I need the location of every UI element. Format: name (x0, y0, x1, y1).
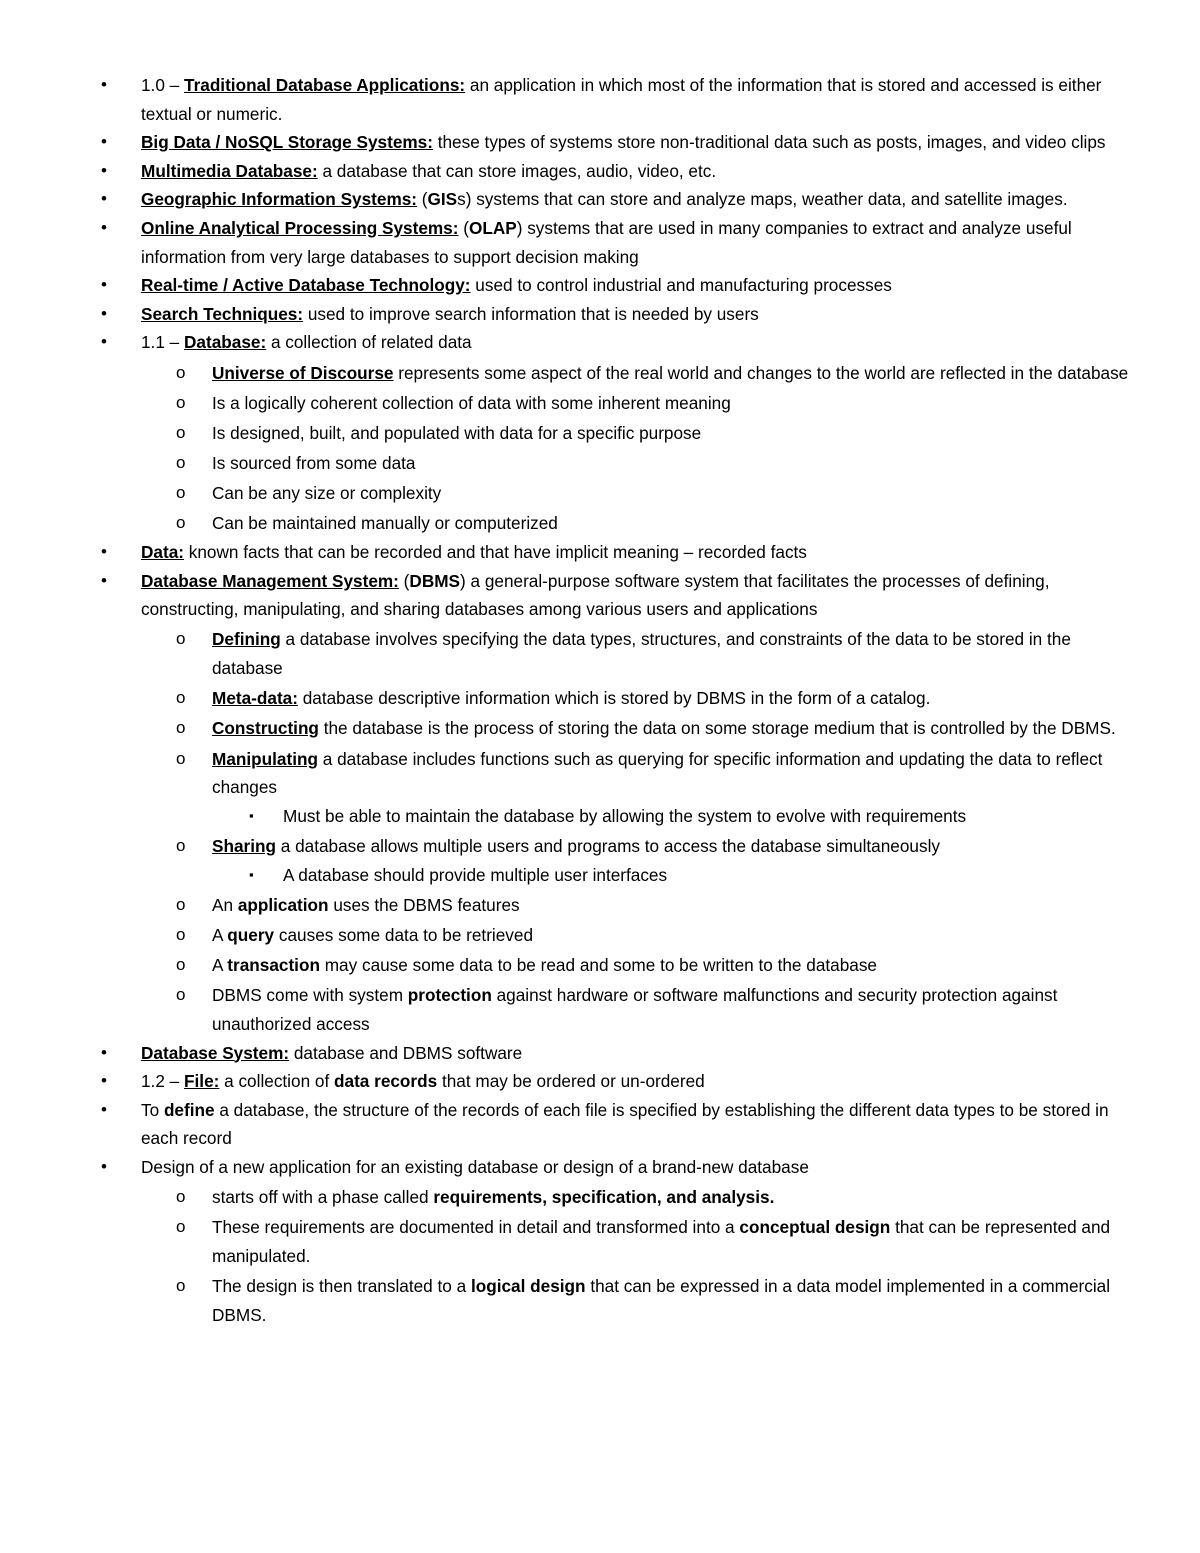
item-text (283, 865, 667, 885)
hollow-bullet-icon: o (176, 422, 186, 442)
hollow-bullet-icon: o (176, 985, 186, 1005)
text-run: represents some aspect of the real world and changes to the world are reflected in the database (393, 362, 1129, 383)
text-run: a collection of related data (266, 332, 472, 353)
text-run: used to improve search information that is needed by users (303, 303, 759, 324)
text-run: the database is the process of storing the data on some storage medium that is controlled by the DBMS. (318, 718, 1116, 739)
sub-list-item (0, 951, 1200, 980)
item-text (283, 806, 966, 826)
bullet-icon: • (101, 1042, 107, 1062)
bullet-icon: • (101, 275, 107, 295)
hollow-bullet-icon: o (176, 955, 186, 975)
text-run: Is a logically coherent collection of data with some inherent meaning (212, 392, 731, 413)
sub-list-item (0, 509, 1200, 538)
list-item (0, 1153, 1200, 1182)
text-run: a database includes functions such as querying for specific information and updating the data to reflect changes (212, 748, 1103, 798)
list-item (0, 538, 1200, 567)
bullet-icon: • (101, 303, 107, 323)
sub-list-item (0, 921, 1200, 950)
bold-text: transaction (227, 955, 320, 976)
item-text (141, 218, 1072, 267)
sub-list-item (0, 891, 1200, 920)
item-text (141, 189, 1068, 209)
bold-text: conceptual design (739, 1217, 891, 1238)
text-run: ( (417, 189, 428, 210)
defined-term: Universe of Discourse (212, 362, 394, 383)
item-text (212, 985, 1057, 1034)
item-text (212, 718, 1116, 738)
bold-text: DBMS (409, 570, 461, 591)
text-run: These requirements are documented in detail and transformed into a (212, 1217, 740, 1238)
item-text (141, 275, 892, 295)
item-text (212, 1187, 774, 1207)
text-run: used to control industrial and manufacturing processes (470, 275, 892, 296)
list-item (0, 185, 1200, 214)
sub-list-item (0, 745, 1200, 802)
list-item (0, 328, 1200, 357)
item-text (141, 332, 472, 352)
bullet-icon: • (101, 1071, 107, 1091)
bullet-icon: • (101, 160, 107, 180)
item-text (212, 483, 441, 503)
sub-list-item (0, 1272, 1200, 1329)
sub-list-item (0, 479, 1200, 508)
item-text (141, 1071, 705, 1091)
text-run: An (212, 894, 238, 915)
item-text (141, 161, 716, 181)
text-run: ) a general-purpose software system that facilitates the processes of defining, constructing, manipulating, and sharing databases among various users and applications (141, 570, 1050, 620)
bold-text: requirements, specification, and analysis. (433, 1187, 775, 1208)
text-run: s) systems that can store and analyze maps, weather data, and satellite images. (457, 189, 1068, 210)
list-item (0, 157, 1200, 186)
defined-term: Constructing (212, 718, 319, 739)
item-text (212, 955, 877, 975)
text-run: ( (398, 570, 410, 591)
list-item (0, 567, 1200, 624)
defined-term: Big Data / NoSQL Storage Systems: (141, 132, 433, 153)
sub-list-item (0, 684, 1200, 713)
bold-text: logical design (470, 1276, 586, 1297)
text-run: 1.0 – (141, 75, 185, 95)
list-item (0, 300, 1200, 329)
sub-list-item (0, 449, 1200, 478)
bold-text: application (237, 894, 329, 915)
bullet-icon: • (101, 217, 107, 237)
defined-term: Database: (184, 332, 267, 353)
hollow-bullet-icon: o (176, 835, 186, 855)
text-run: that can be expressed in a data model implemented in a commercial DBMS. (212, 1276, 1111, 1325)
text-run: Can be maintained manually or computerized (212, 513, 558, 534)
bold-text: GIS (427, 189, 458, 210)
item-text (212, 453, 415, 473)
bullet-icon: • (101, 542, 107, 562)
text-run: ( (458, 217, 469, 238)
list-item (0, 1067, 1200, 1096)
text-run: known facts that can be recorded and that have implicit meaning – recorded facts (183, 542, 807, 563)
defined-term: Database Management System: (141, 570, 399, 591)
sub-list-item (0, 359, 1200, 388)
hollow-bullet-icon: o (176, 392, 186, 412)
hollow-bullet-icon: o (176, 362, 186, 382)
bullet-icon: • (101, 332, 107, 352)
defined-term: Online Analytical Processing Systems: (141, 217, 459, 238)
defined-term: Database System: (141, 1042, 290, 1063)
list-item (0, 128, 1200, 157)
defined-term: Data: (141, 542, 184, 563)
defined-term: File: (184, 1071, 220, 1092)
bullet-icon: • (101, 570, 107, 590)
bullet-icon: • (101, 75, 107, 94)
text-run: these types of systems store non-traditional data such as posts, images, and video clips (432, 132, 1106, 153)
item-text (141, 571, 1049, 620)
list-item (0, 71, 1200, 128)
hollow-bullet-icon: o (176, 629, 186, 649)
text-run: a database allows multiple users and programs to access the database simultaneously (275, 835, 940, 856)
list-item (0, 214, 1200, 271)
list-item (0, 1096, 1200, 1153)
hollow-bullet-icon: o (176, 924, 186, 944)
hollow-bullet-icon: o (176, 513, 186, 533)
bold-text: protection (407, 985, 492, 1006)
text-run: The design is then translated to a (212, 1276, 471, 1297)
hollow-bullet-icon: o (176, 453, 186, 473)
text-run: uses the DBMS features (328, 894, 520, 915)
text-run: A (212, 924, 228, 945)
list-item (0, 271, 1200, 300)
text-run: 1.1 – (141, 332, 185, 353)
hollow-bullet-icon: o (176, 688, 186, 708)
defined-term: Meta-data: (212, 688, 298, 709)
text-run: DBMS come with system (212, 985, 408, 1006)
text-run: database and DBMS software (289, 1042, 523, 1063)
text-run: starts off with a phase called (212, 1187, 434, 1208)
defined-term: Manipulating (212, 748, 318, 769)
item-text (212, 1217, 1110, 1266)
list-item (0, 1039, 1200, 1068)
item-text (212, 925, 533, 945)
notes-outline (0, 71, 1200, 1329)
square-bullet-icon: ▪ (249, 807, 254, 823)
bullet-icon: • (101, 1099, 107, 1119)
text-run: Must be able to maintain the database by allowing the system to evolve with requirements (283, 805, 967, 826)
item-text (212, 629, 1071, 678)
hollow-bullet-icon: o (176, 748, 186, 768)
text-run: 1.2 – (141, 1071, 185, 1092)
item-text (212, 393, 731, 413)
text-run: Is designed, built, and populated with data for a specific purpose (212, 422, 702, 443)
hollow-bullet-icon: o (176, 1187, 186, 1207)
item-text (141, 542, 807, 562)
bullet-icon: • (101, 132, 107, 152)
defined-term: Real-time / Active Database Technology: (141, 275, 471, 296)
text-run: Can be any size or complexity (212, 483, 442, 504)
item-text (141, 75, 1101, 124)
hollow-bullet-icon: o (176, 1276, 186, 1296)
text-run: a database, the structure of the records of each file is specified by establishing the different data types to be stored in each record (141, 1099, 1109, 1149)
defined-term: Multimedia Database: (141, 160, 318, 181)
defined-term: Defining (212, 629, 281, 650)
bold-text: query (227, 924, 275, 945)
sub-list-item (0, 389, 1200, 418)
text-run: may cause some data to be read and some to be written to the database (319, 955, 877, 976)
item-text (212, 688, 930, 708)
item-text (141, 1100, 1109, 1149)
text-run: A (212, 955, 228, 976)
text-run: a database involves specifying the data types, structures, and constraints of the data to be stored in the database (212, 629, 1071, 679)
item-text (212, 749, 1102, 798)
item-text (212, 423, 701, 443)
hollow-bullet-icon: o (176, 483, 186, 503)
sub-list-item (0, 1183, 1200, 1212)
bullet-icon: • (101, 1156, 107, 1176)
sub-list-item (0, 625, 1200, 682)
sub-list-item (0, 832, 1200, 861)
text-run: ) systems that are used in many companies to extract and analyze useful information from very large databases to support decision making (141, 217, 1072, 267)
sub-list-item (0, 981, 1200, 1038)
text-run: database descriptive information which is stored by DBMS in the form of a catalog. (297, 688, 931, 709)
item-text (212, 836, 940, 856)
item-text (212, 1276, 1110, 1325)
text-run: that may be ordered or un-ordered (437, 1071, 705, 1092)
item-text (212, 895, 520, 915)
square-bullet-icon: ▪ (249, 866, 254, 882)
text-run: Is sourced from some data (212, 453, 416, 474)
item-text (141, 1043, 522, 1063)
item-text (141, 304, 759, 324)
sub-sub-list-item (0, 861, 1200, 890)
text-run: against hardware or software malfunctions and security protection against unauthorized access (212, 985, 1058, 1034)
text-run: Design of a new application for an existing database or design of a brand-new database (141, 1156, 809, 1177)
sub-list-item (0, 1213, 1200, 1270)
sub-list-item (0, 419, 1200, 448)
bold-text: data records (334, 1071, 438, 1092)
defined-term: Sharing (212, 835, 276, 856)
sub-sub-list-item (0, 802, 1200, 831)
text-run: To (141, 1099, 164, 1120)
sub-list-item (0, 714, 1200, 743)
text-run: that can be represented and manipulated. (212, 1217, 1111, 1266)
defined-term: Search Techniques: (141, 303, 304, 324)
hollow-bullet-icon: o (176, 894, 186, 914)
bold-text: OLAP (468, 217, 517, 238)
item-text (141, 1157, 809, 1177)
hollow-bullet-icon: o (176, 1217, 186, 1237)
bold-text: define (163, 1099, 215, 1120)
item-text (212, 513, 558, 533)
text-run: a collection of (219, 1071, 335, 1092)
defined-term: Traditional Database Applications: (184, 75, 466, 95)
bullet-icon: • (101, 189, 107, 209)
text-run: an application in which most of the information that is stored and accessed is either textual or numeric. (141, 75, 1102, 124)
text-run: A database should provide multiple user interfaces (283, 864, 668, 885)
hollow-bullet-icon: o (176, 718, 186, 738)
item-text (212, 363, 1128, 383)
defined-term: Geographic Information Systems: (141, 189, 418, 210)
item-text (141, 132, 1106, 152)
text-run: a database that can store images, audio, video, etc. (317, 160, 717, 181)
text-run: causes some data to be retrieved (274, 924, 534, 945)
